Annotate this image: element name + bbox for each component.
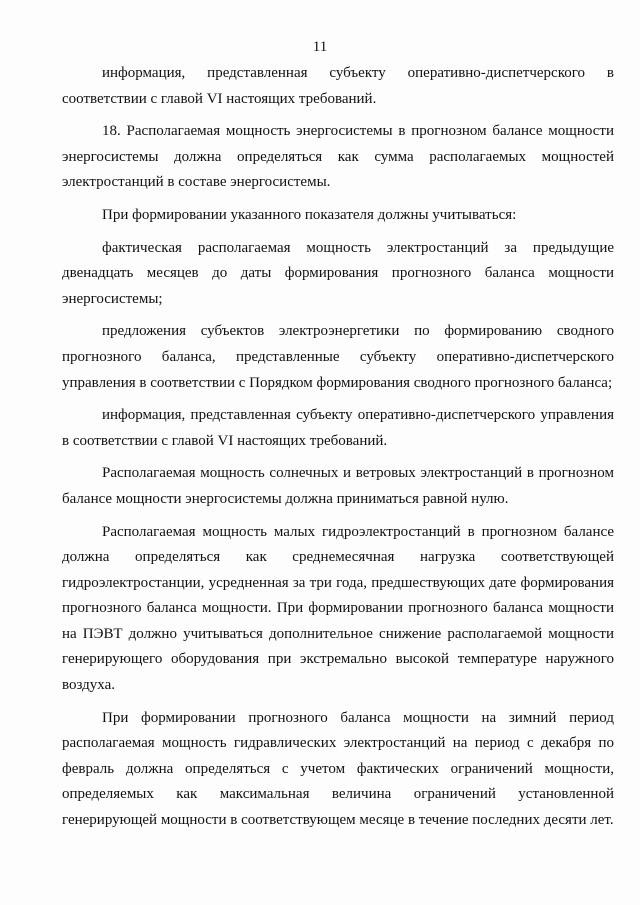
paragraph: При формировании прогнозного баланса мощности на зимний период располагаемая мощность гидравлических электростанций на период с декабря по февраль должна определяться с учетом фактических ограничений мощности, определяемых как максимальная величина ограничений установленной генерирующей мощности в соответствующем месяце в течение последних десяти лет. — [62, 709, 614, 829]
page-number: 11 — [312, 39, 328, 55]
paragraph: информация, представленная субъекту оперативно-диспетчерского управления в соответствии с главой VI настоящих требований. — [62, 407, 614, 449]
document-body — [62, 61, 614, 841]
paragraph: При формировании указанного показателя должны учитываться: — [102, 206, 517, 223]
paragraph: предложения субъектов электроэнергетики по формированию сводного прогнозного баланса, представленные субъекту оперативно-диспетчерского управления в соответствии с Порядком формирования сводного прогнозного баланса; — [62, 323, 614, 391]
paragraph: Располагаемая мощность солнечных и ветровых электростанций в прогнозном балансе мощности энергосистемы должна приниматься равной нулю. — [62, 465, 614, 507]
paragraph: информация, представленная субъекту оперативно-диспетчерского в соответствии с главой VI настоящих требований. — [62, 65, 614, 107]
paragraph: фактическая располагаемая мощность электростанций за предыдущие двенадцать месяцев до даты формирования прогнозного баланса мощности энергосистемы; — [62, 239, 614, 307]
paragraph: Располагаемая мощность малых гидроэлектростанций в прогнозном балансе должна определяться как среднемесячная нагрузка соответствующей гидроэлектростанции, усредненная за три года, предшествующих дате формирования прогнозного баланса мощности. При формировании прогнозного баланса мощности на ПЭВТ должно учитываться дополнительное снижение располагаемой мощности генерирующего оборудования при экстремально высокой температуре наружного воздуха. — [62, 523, 614, 694]
paragraph: 18. Располагаемая мощность энергосистемы в прогнозном балансе мощности энергосистемы должна определяться как сумма располагаемых мощностей электростанций в составе энергосистемы. — [62, 123, 614, 191]
